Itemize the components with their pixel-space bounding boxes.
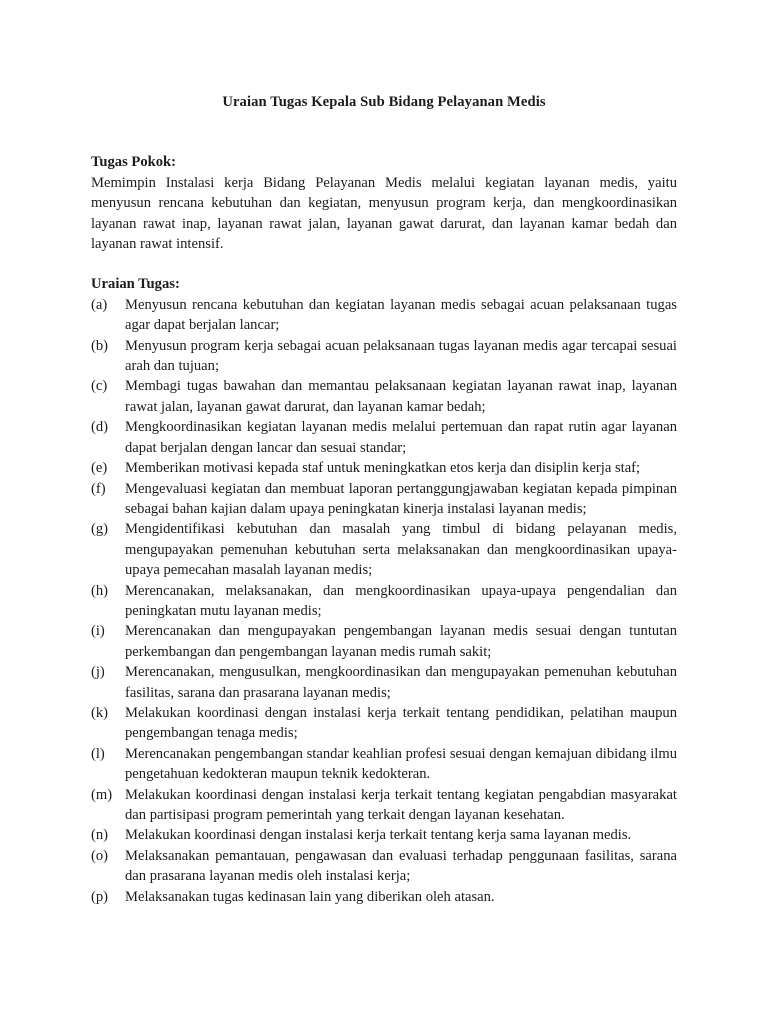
task-text: Menyusun rencana kebutuhan dan kegiatan layanan medis sebagai acuan pelaksanaan tugas agar dapat berjalan lancar; xyxy=(125,296,677,334)
task-marker: (h) xyxy=(91,582,109,599)
task-text: Melakukan koordinasi dengan instalasi kerja terkait tentang pendidikan, pelatihan maupun pengembangan tenaga medis; xyxy=(125,704,677,742)
task-item-o xyxy=(91,846,677,887)
task-marker: (l) xyxy=(91,745,105,762)
task-text: Mengevaluasi kegiatan dan membuat laporan pertanggungjawaban kegiatan kepada pimpinan sebagai bahan kajian dalam upaya peningkatan kinerja instalasi layanan medis; xyxy=(125,480,677,517)
task-text: Mengidentifikasi kebutuhan dan masalah yang timbul di bidang pelayanan medis, mengupayakan pemenuhan kebutuhan serta melaksanakan dan mengkoordinasikan upaya-upaya pemecahan masalah layanan medis; xyxy=(125,521,677,579)
task-marker: (g) xyxy=(91,521,109,538)
task-marker: (p) xyxy=(91,888,109,905)
uraian-tugas-heading: Uraian Tugas: xyxy=(91,276,180,293)
task-marker: (f) xyxy=(91,480,106,497)
task-marker: (n) xyxy=(91,827,109,844)
task-marker: (j) xyxy=(91,664,105,681)
task-marker: (a) xyxy=(91,296,108,313)
task-item-l xyxy=(91,744,677,785)
task-text: Merencanakan, mengusulkan, mengkoordinasikan dan mengupayakan pemenuhan kebutuhan fasilitas, sarana dan prasarana layanan medis; xyxy=(125,664,677,701)
task-item-g xyxy=(91,519,677,580)
task-text: Melaksanakan tugas kedinasan lain yang diberikan oleh atasan. xyxy=(125,888,495,905)
tugas-pokok-heading: Tugas Pokok: xyxy=(91,154,177,171)
task-item-j xyxy=(91,662,677,703)
task-text: Melaksanakan pemantauan, pengawasan dan evaluasi terhadap penggunaan fasilitas, sarana dan prasarana layanan medis oleh instalasi kerja; xyxy=(125,847,677,885)
tugas-pokok-paragraph: Memimpin Instalasi kerja Bidang Pelayanan Medis melalui kegiatan layanan medis, yaitu menyusun rencana kebutuhan dan kegiatan, menyusun program kerja, dan mengkoordinasikan layanan rawat inap, layanan rawat jalan, layanan gawat darurat, dan layanan kamar bedah dan layanan rawat intensif. xyxy=(91,174,677,253)
task-item-b xyxy=(91,336,677,377)
task-item-p xyxy=(91,887,677,907)
task-text: Merencanakan, melaksanakan, dan mengkoordinasikan upaya-upaya pengendalian dan peningkatan mutu layanan medis; xyxy=(125,582,677,619)
task-item-f xyxy=(91,479,677,520)
task-text: Merencanakan dan mengupayakan pengembangan layanan medis sesuai dengan tuntutan perkembangan dan pengembangan layanan medis rumah sakit; xyxy=(125,623,677,660)
task-marker: (i) xyxy=(91,623,105,640)
task-item-n xyxy=(91,825,677,845)
task-item-c xyxy=(91,376,677,417)
task-item-a xyxy=(91,295,677,336)
task-marker: (c) xyxy=(91,378,108,395)
task-text: Merencanakan pengembangan standar keahlian profesi sesuai dengan kemajuan dibidang ilmu pengetahuan kedokteran maupun teknik kedokteran. xyxy=(125,745,677,783)
task-item-k xyxy=(91,703,677,744)
task-text: Membagi tugas bawahan dan memantau pelaksanaan kegiatan layanan rawat inap, layanan rawat jalan, layanan gawat darurat, dan layanan kamar bedah; xyxy=(125,378,677,415)
document-title: Uraian Tugas Kepala Sub Bidang Pelayanan Medis xyxy=(222,94,546,110)
task-marker: (k) xyxy=(91,704,109,721)
task-text: Melakukan koordinasi dengan instalasi kerja terkait tentang kerja sama layanan medis. xyxy=(125,827,632,844)
task-marker: (d) xyxy=(91,419,109,436)
task-marker: (e) xyxy=(91,460,108,477)
task-text: Mengkoordinasikan kegiatan layanan medis melalui pertemuan dan rapat rutin agar layanan dapat berjalan dengan lancar dan sesuai standar; xyxy=(125,419,677,456)
task-item-i xyxy=(91,621,677,662)
task-list xyxy=(91,295,677,907)
task-item-e xyxy=(91,458,677,478)
task-marker: (m) xyxy=(91,786,113,803)
task-marker: (b) xyxy=(91,337,109,354)
task-marker: (o) xyxy=(91,847,109,864)
task-item-d xyxy=(91,417,677,458)
task-item-h xyxy=(91,581,677,622)
task-text: Melakukan koordinasi dengan instalasi kerja terkait tentang kegiatan pengabdian masyarakat dan partisipasi program pemerintah yang terkait dengan layanan kesehatan. xyxy=(125,786,677,823)
task-text: Menyusun program kerja sebagai acuan pelaksanaan tugas layanan medis agar tercapai sesuai arah dan tujuan; xyxy=(125,337,677,375)
task-text: Memberikan motivasi kepada staf untuk meningkatkan etos kerja dan disiplin kerja staf; xyxy=(125,460,641,477)
task-item-m xyxy=(91,785,677,826)
